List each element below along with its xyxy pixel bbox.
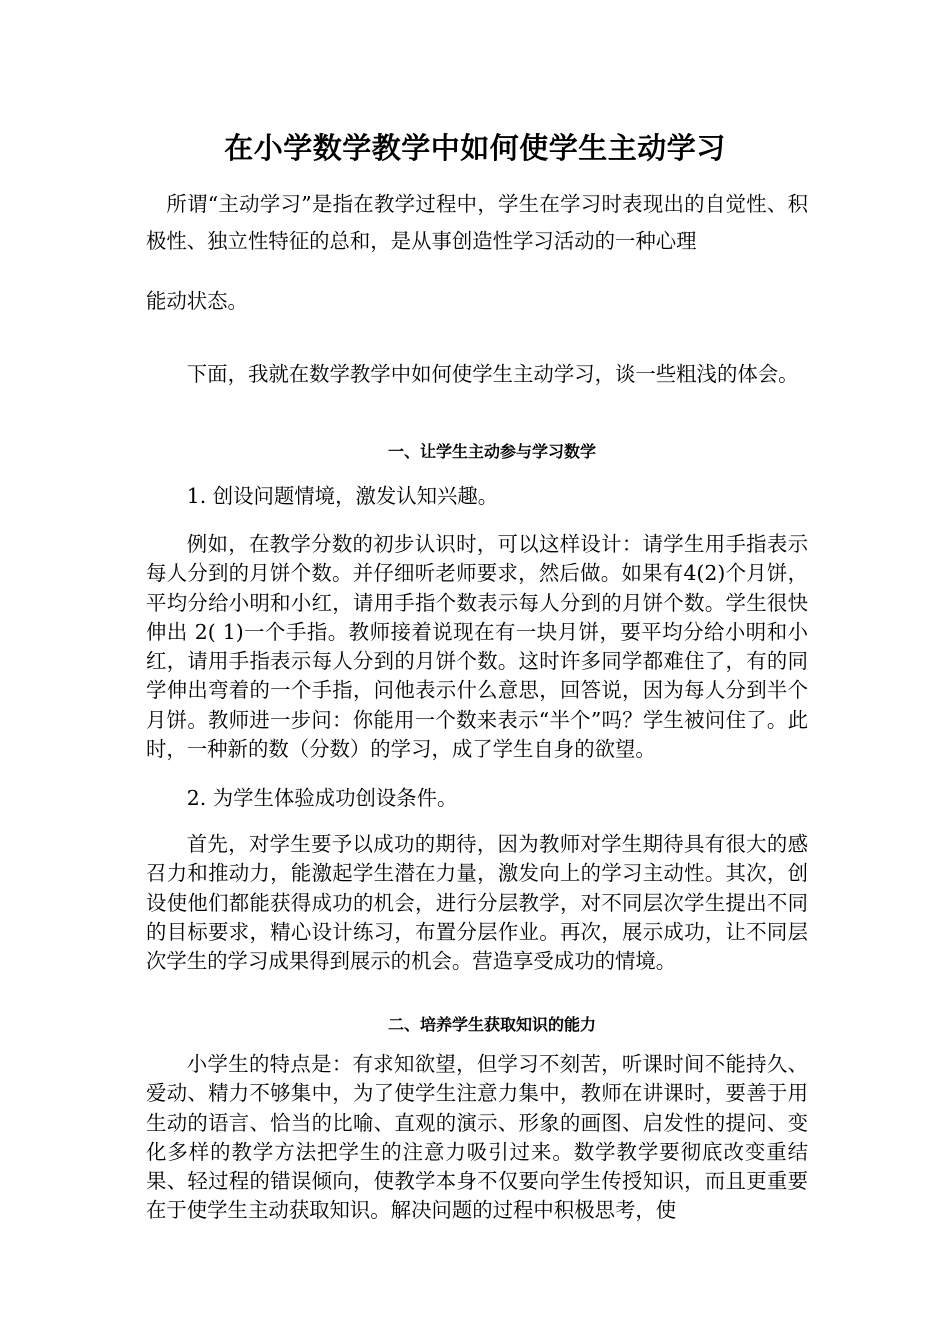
section-heading-1: 一、让学生主动参与学习数学 [387, 442, 596, 461]
intro-paragraph: 所谓“主动学习”是指在教学过程中，学生在学习时表现出的自觉性、积极性、独立性特征的总和，是从事创造性学习活动的一种心理 [146, 192, 808, 253]
subheading-2: 2. 为学生体验成功创设条件。 [186, 786, 458, 810]
document-title: 在小学数学教学中如何使学生主动学习 [224, 131, 726, 165]
section-2-paragraph: 小学生的特点是：有求知欲望，但学习不刻苦，听课时间不能持久、爱动、精力不够集中，为了使学生注意力集中，教师在讲课时，要善于用生动的语言、恰当的比喻、直观的演示、形象的画图、启发性的提问、变化多样的教学方法把学生的注意力吸引过来。数学教学要彻底改变重结果、轻过程的错误倾向，使教学本身不仅要向学生传授知识，而且更重要在于使学生主动获取知识。解决问题的过程中积极思考，使 [146, 1052, 808, 1223]
lead-in-paragraph: 下面，我就在数学教学中如何使学生主动学习，谈一些粗浅的体会。 [186, 362, 799, 386]
success-paragraph: 首先，对学生要予以成功的期待，因为教师对学生期待具有很大的感召力和推动力，能激起学生潜在力量，激发向上的学习主动性。其次，创设使他们都能获得成功的机会，进行分层教学，对不同层次学生提出不同的目标要求，精心设计练习，布置分层作业。再次，展示成功，让不同层次学生的学习成果得到展示的机会。营造享受成功的情境。 [146, 832, 808, 974]
subheading-1: 1. 创设问题情境，激发认知兴趣。 [186, 484, 499, 508]
example-paragraph: 例如，在教学分数的初步认识时，可以这样设计：请学生用手指表示每人分到的月饼个数。并仔细听老师要求，然后做。如果有4(2)个月饼，平均分给小明和小红，请用手指个数表示每人分到的月饼个数。学生很快伸出 2( 1)一个手指。教师接着说现在有一块月饼，要平均分给小明和小红，请用手指表示每人分到的月饼个数。这时许多同学都难住了，有的同学伸出弯着的一个手指，问他表示什么意思，回答说，因为每人分到半个月饼。教师进一步问：你能用一个数来表示“半个”吗？学生被问住了。此时，一种新的数（分数）的学习，成了学生自身的欲望。 [146, 532, 808, 762]
section-heading-2: 二、培养学生获取知识的能力 [387, 1015, 596, 1034]
intro-paragraph-continuation: 能动状态。 [146, 289, 248, 313]
